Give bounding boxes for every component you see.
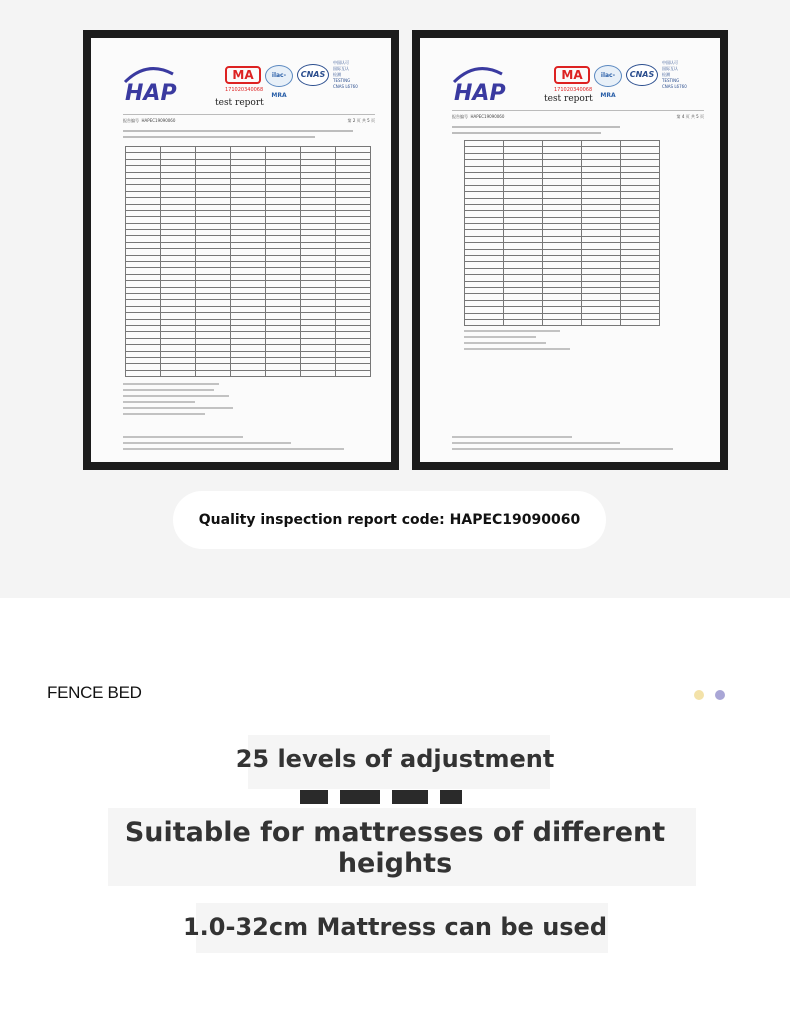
feature-mattress-range: 1.0-32cm Mattress can be used: [182, 913, 608, 941]
table-cell: [301, 370, 336, 376]
table-cell: [336, 370, 371, 376]
ma-number: 171020340068: [225, 87, 264, 93]
table-cell: [231, 370, 266, 376]
test-results-table: [464, 140, 660, 326]
faded-background-text: [300, 790, 516, 806]
brand-title: FENCE BED: [47, 683, 142, 702]
report-meta: 报告编号 HAPEC19090060 第 4 页 共 5 页: [452, 114, 704, 119]
accreditation-logos: [225, 60, 375, 100]
report-footer: [123, 436, 363, 454]
table-cell: [582, 319, 621, 325]
report-footer: [452, 436, 692, 454]
test-report-page-left: [91, 38, 391, 462]
feature-mattress-compatibility: [0, 817, 790, 879]
feature-adjustment-levels: 25 levels of adjustment: [235, 745, 555, 773]
carousel-dot-2[interactable]: [715, 690, 725, 700]
report-title: test report: [544, 94, 593, 104]
table-cell: [504, 319, 543, 325]
table-cell: [543, 319, 582, 325]
cnas-badge: CNAS: [626, 64, 658, 86]
table-cell: [465, 319, 504, 325]
hap-logo: [121, 64, 177, 104]
quality-code-badge: [173, 491, 606, 549]
table-cell: [126, 370, 161, 376]
report-meta: 报告编号 HAPEC19090060 第 2 页 共 5 页: [123, 118, 375, 123]
quality-code-text: Quality inspection report code: HAPEC19090060: [198, 512, 581, 528]
table-cell: [196, 370, 231, 376]
hap-logo: [450, 64, 506, 104]
test-report-frame-right: [412, 30, 728, 470]
report-intro-text: [123, 130, 363, 142]
ma-badge: MA: [225, 66, 261, 84]
ma-number: 171020340068: [554, 87, 593, 93]
test-report-page-right: [420, 38, 720, 462]
table-cell: [266, 370, 301, 376]
svg-text:HAP: HAP: [454, 81, 506, 104]
report-intro-text: [452, 126, 692, 138]
cnas-badge: CNAS: [297, 64, 329, 86]
ilac-badge: ilac-MRA: [265, 65, 293, 87]
carousel-dot-1[interactable]: [694, 690, 704, 700]
test-results-table: [125, 146, 371, 377]
cnas-caption: 中国认可 国际互认 检测 TESTING CNAS L6760: [333, 60, 358, 89]
report-title: test report: [215, 98, 264, 108]
table-cell: [161, 370, 196, 376]
report-notes: [464, 330, 704, 354]
report-notes: [123, 383, 363, 419]
feature-mattress-compatibility-text: Suitable for mattresses of different heights: [124, 817, 666, 879]
svg-text:HAP: HAP: [125, 81, 177, 104]
ilac-badge: ilac-MRA: [594, 65, 622, 87]
table-cell: [621, 319, 660, 325]
cnas-caption: 中国认可 国际互认 检测 TESTING CNAS L6760: [662, 60, 687, 89]
ma-badge: MA: [554, 66, 590, 84]
test-report-frame-left: [83, 30, 399, 470]
